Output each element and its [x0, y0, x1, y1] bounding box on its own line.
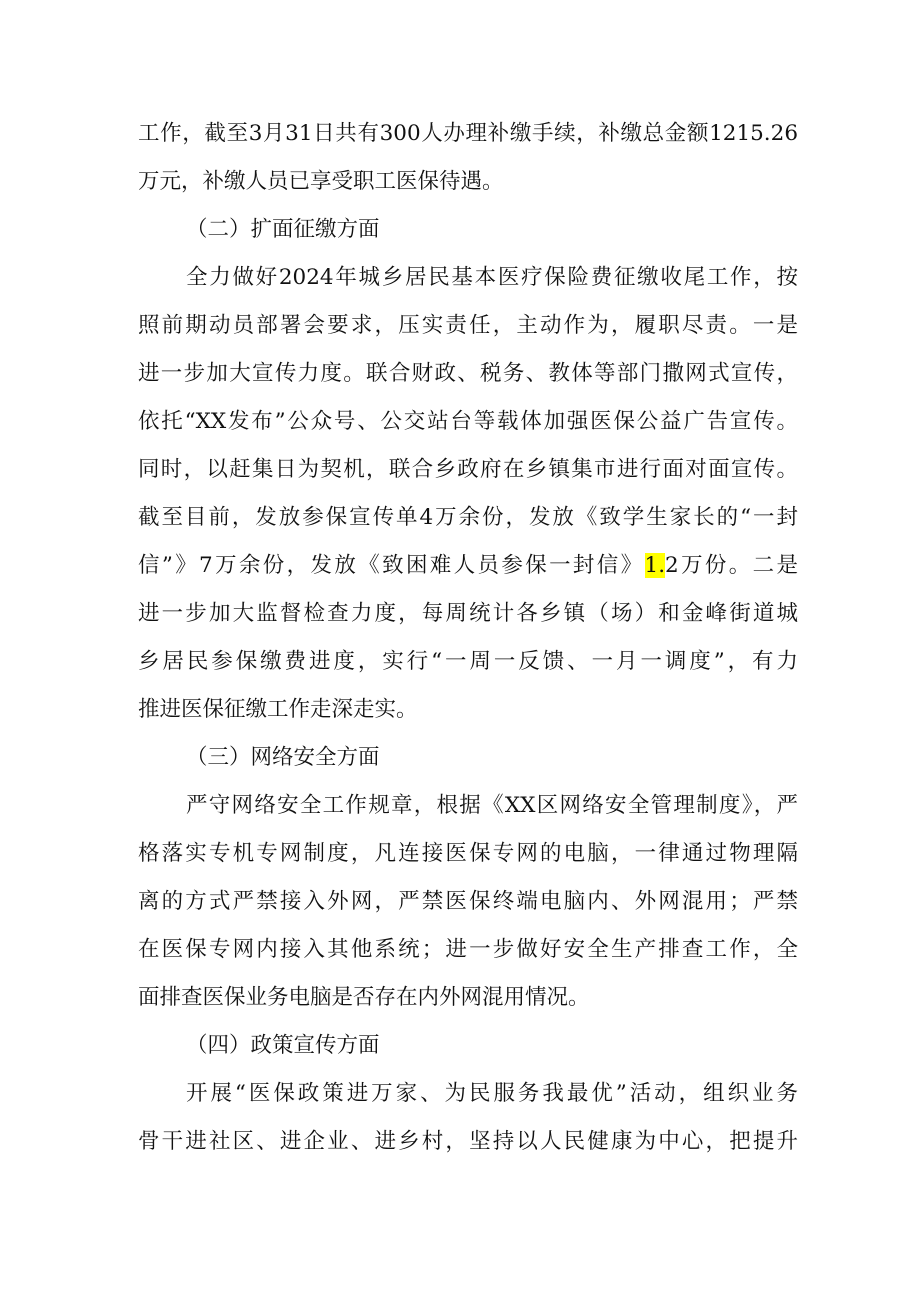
- paragraph-line: 推进医保征缴工作走深走实。: [138, 697, 418, 722]
- paragraph-line: 进一步加大监督检查力度，每周统计各乡镇（场）和金峰街道城: [138, 601, 798, 626]
- paragraph-line: 全力做好2024年城乡居民基本医疗保险费征缴收尾工作，按: [186, 265, 798, 290]
- paragraph-line: 严守网络安全工作规章，根据《XX区网络安全管理制度》，严: [186, 793, 798, 818]
- paragraph-line: 进一步加大宣传力度。联合财政、税务、教体等部门撒网式宣传，: [138, 361, 798, 386]
- text-segment: 信”》7万余份，发放《致困难人员参保一封信》: [138, 553, 645, 578]
- paragraph-line: 离的方式严禁接入外网，严禁医保终端电脑内、外网混用；严禁: [138, 889, 798, 914]
- text-segment: 2万份。二是: [665, 553, 798, 578]
- section-heading-2: （二）扩面征缴方面: [186, 217, 380, 242]
- paragraph-line: 在医保专网内接入其他系统；进一步做好安全生产排查工作，全: [138, 937, 798, 962]
- paragraph-line: 照前期动员部署会要求，压实责任，主动作为，履职尽责。一是: [138, 313, 798, 338]
- highlighted-text: 1.: [644, 553, 666, 578]
- paragraph-line: 面排查医保业务电脑是否存在内外网混用情况。: [138, 985, 590, 1010]
- paragraph-line: 乡居民参保缴费进度，实行“一周一反馈、一月一调度”，有力: [138, 649, 798, 674]
- section-heading-4: （四）政策宣传方面: [186, 1033, 380, 1058]
- paragraph-line: 开展“医保政策进万家、为民服务我最优”活动，组织业务: [186, 1081, 798, 1106]
- paragraph-line: 工作，截至3月31日共有300人办理补缴手续，补缴总金额1215.26: [138, 121, 798, 146]
- section-heading-3: （三）网络安全方面: [186, 745, 380, 770]
- paragraph-line: 同时，以赶集日为契机，联合乡政府在乡镇集市进行面对面宣传。: [138, 457, 798, 482]
- paragraph-line: 截至目前，发放参保宣传单4万余份，发放《致学生家长的“一封: [138, 505, 798, 530]
- paragraph-line: [138, 551, 798, 581]
- paragraph-line: 依托“XX发布”公众号、公交站台等载体加强医保公益广告宣传。: [138, 409, 798, 434]
- paragraph-line: 万元，补缴人员已享受职工医保待遇。: [138, 169, 504, 194]
- paragraph-line: 骨干进社区、进企业、进乡村，坚持以人民健康为中心，把提升: [138, 1129, 798, 1154]
- paragraph-line: 格落实专机专网制度，凡连接医保专网的电脑，一律通过物理隔: [138, 841, 798, 866]
